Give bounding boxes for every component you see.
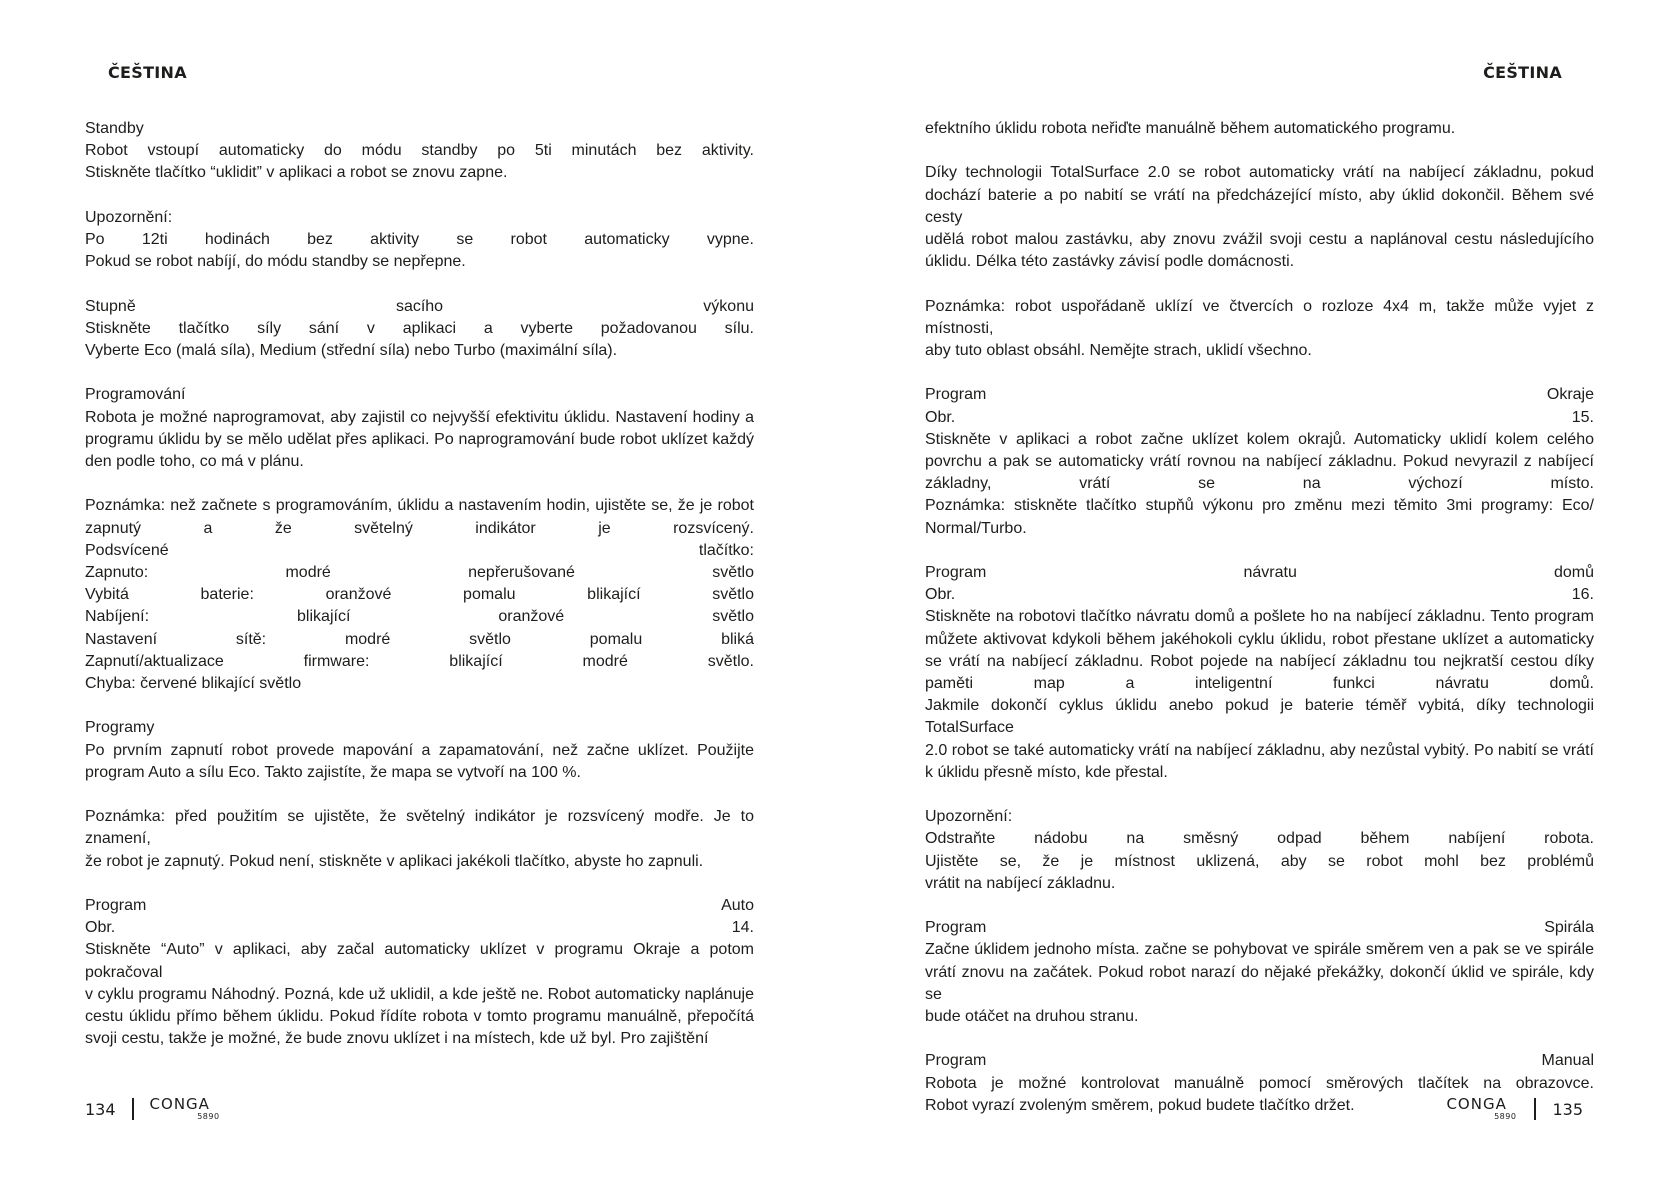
text-line: Stiskněte v aplikaci a robot začne uklízet kolem okrajů. Automaticky uklidí kolem celého (925, 430, 1594, 448)
conga-logo (1446, 1095, 1518, 1123)
logo-model: 5890 (197, 1112, 220, 1121)
logo-model: 5890 (1494, 1112, 1517, 1121)
page-number: 135 (1552, 1099, 1583, 1119)
text-line: Poznámka: robot uspořádaně uklízí ve čtvercích o rozloze 4x4 m, takže může vyjet z místnosti, (925, 297, 1594, 337)
text-line: že robot je zapnutý. Pokud není, stiskněte v aplikaci jakékoli tlačítko, abyste ho zapnuli. (85, 852, 704, 870)
text-line: Vyberte Eco (malá síla), Medium (střední síla) nebo Turbo (maximální síla). (85, 342, 618, 359)
paragraph (925, 806, 1594, 895)
right-footer (1446, 1094, 1583, 1124)
text-line: zapnutý a že světelný indikátor je rozsvícený. (85, 519, 754, 537)
paragraph (85, 384, 754, 473)
text-line: udělá robot malou zastávku, aby znovu zvážil svoji cestu a naplánoval cestu následujícího (925, 231, 1594, 248)
text-line: Stiskněte na robotovi tlačítko návratu domů a pošlete ho na nabíjecí základnu. Tento program (925, 608, 1594, 626)
text-line: Začne úklidem jednoho místa. začne se pohybovat ve spirále směrem ven a pak se ve spirále (925, 941, 1594, 959)
paragraph (925, 384, 1594, 539)
paragraph (85, 207, 754, 274)
text-line: Pokud se robot nabíjí, do módu standby se nepřepne. (85, 253, 466, 271)
text-line: Podsvícené tlačítko: (85, 541, 754, 559)
left-text-column (85, 118, 754, 1073)
text-line: Standby (85, 120, 144, 137)
text-line: program Auto a sílu Eco. Takto zajistíte, že mapa se vytvoří na 100 %. (85, 763, 581, 781)
text-line: Robota je možné kontrolovat manuálně pomocí směrových tlačítek na obrazovce. (925, 1074, 1594, 1092)
text-line: Robot vyrazí zvoleným směrem, pokud budete tlačítko držet. (925, 1096, 1355, 1114)
text-line: Stiskněte tlačítko “uklidit” v aplikaci a robot se znovu zapne. (85, 164, 508, 182)
paragraph (925, 562, 1594, 784)
language-header: ČEŠTINA (1483, 63, 1562, 82)
paragraph (85, 118, 754, 185)
right-page (833, 0, 1667, 1191)
paragraph (85, 895, 754, 1050)
text-line: Zapnutí/aktualizace firmware: blikající modré světlo. (85, 652, 754, 670)
text-line: vrátit na nabíjecí základnu. (925, 874, 1116, 892)
paragraph (925, 162, 1594, 273)
left-footer (85, 1094, 222, 1124)
text-line: programu úklidu by se mělo udělat přes aplikaci. Po naprogramování bude robot uklízet každý (85, 430, 754, 448)
text-line: Chyba: červené blikající světlo (85, 675, 302, 693)
logo-brand: CONGA (1446, 1095, 1507, 1113)
text-line: Obr. 14. (85, 919, 754, 937)
text-line: Stupně sacího výkonu (85, 297, 754, 315)
text-line: paměti map a inteligentní funkci návratu domů. (925, 675, 1594, 693)
text-line: základny, vrátí se na výchozí místo. (925, 475, 1594, 493)
text-line: Robot vstoupí automaticky do módu standby po 5ti minutách bez aktivity. (85, 142, 754, 160)
text-line: Zapnuto: modré nepřerušované světlo (85, 564, 754, 581)
text-line: den podle toho, co má v plánu. (85, 453, 304, 470)
paragraph (85, 296, 754, 363)
language-header: ČEŠTINA (108, 63, 187, 82)
text-line: Upozornění: (925, 808, 1013, 826)
text-line: Po 12ti hodinách bez aktivity se robot automaticky vypne. (85, 231, 754, 248)
paragraph (85, 717, 754, 784)
text-line: Upozornění: (85, 208, 173, 226)
text-line: Poznámka: před použitím se ujistěte, že světelný indikátor je rozsvícený modře. Je to znamení, (85, 808, 754, 848)
text-line: svoji cestu, takže je možné, že bude znovu uklízet i na místech, kde už byl. Pro zajištění (85, 1030, 709, 1048)
text-line: bude otáčet na druhou stranu. (925, 1008, 1139, 1026)
text-line: Robota je možné naprogramovat, aby zajistil co nejvyšší efektivitu úklidu. Nastavení hodiny a (85, 408, 754, 426)
text-line: se vrátí na nabíjecí základnu. Robot pojede na nabíjecí základnu tou nejkratší cestou díky (925, 652, 1594, 670)
text-line: Obr. 15. (925, 408, 1594, 426)
text-line: Stiskněte tlačítko síly sání v aplikaci a vyberte požadovanou sílu. (85, 319, 754, 337)
text-line: Jakmile dokončí cyklus úklidu anebo pokud je baterie téměř vybitá, díky technologii TotalSurface (925, 697, 1594, 737)
text-line: Po prvním zapnutí robot provede mapování a zapamatování, než začne uklízet. Použijte (85, 741, 754, 759)
text-line: Díky technologii TotalSurface 2.0 se robot automaticky vrátí na nabíjecí základnu, pokud (925, 164, 1594, 182)
text-line: Program návratu domů (925, 564, 1594, 581)
text-line: Stiskněte “Auto” v aplikaci, aby začal automaticky uklízet v programu Okraje a potom pokračoval (85, 941, 754, 981)
conga-logo (150, 1095, 222, 1123)
text-line: úklidu. Délka této zastávky závisí podle domácnosti. (925, 253, 1295, 271)
text-line: Program Okraje (925, 386, 1594, 404)
text-line: k úklidu přesně místo, kde přestal. (925, 763, 1168, 781)
text-line: Odstraňte nádobu na směsný odpad během nabíjení robota. (925, 830, 1594, 848)
text-line: Programy (85, 719, 155, 737)
paragraph (925, 296, 1594, 363)
text-line: Vybitá baterie: oranžové pomalu blikající světlo (85, 586, 754, 604)
right-text-column (925, 118, 1594, 1139)
text-line: Ujistěte se, že je místnost uklizená, aby se robot mohl bez problémů (925, 852, 1594, 870)
logo-brand: CONGA (149, 1095, 210, 1113)
page-number: 134 (85, 1099, 116, 1119)
text-line: Poznámka: stiskněte tlačítko stupňů výkonu pro změnu mezi těmito 3mi programy: Eco/ (925, 497, 1594, 515)
paragraph (925, 917, 1594, 1028)
text-line: můžete aktivovat kdykoli během jakéhokoli cyklu úklidu, robot přestane uklízet a automaticky (925, 630, 1594, 648)
text-line: aby tuto oblast obsáhl. Nemějte strach, uklidí všechno. (925, 342, 1312, 359)
footer-divider (132, 1098, 134, 1120)
text-line: Normal/Turbo. (925, 519, 1027, 537)
text-line: povrchu a pak se automaticky vrátí rovnou na nabíjecí základnu. Pokud nevyrazil z nabíjecí (925, 453, 1594, 470)
text-line: v cyklu programu Náhodný. Pozná, kde už uklidil, a kde ještě ne. Robot automaticky naplánuje (85, 985, 754, 1003)
text-line: Program Spirála (925, 919, 1594, 937)
text-line: Poznámka: než začnete s programováním, úklidu a nastavením hodin, ujistěte se, že je robot (85, 497, 754, 515)
text-line: Nastavení sítě: modré světlo pomalu bliká (85, 630, 754, 648)
text-line: efektního úklidu robota neřiďte manuálně během automatického programu. (925, 120, 1456, 137)
footer-divider (1534, 1098, 1536, 1120)
paragraph (85, 806, 754, 873)
text-line: Obr. 16. (925, 586, 1594, 604)
text-line: cestu úklidu přímo během úklidu. Pokud řídíte robota v tomto programu manuálně, přepočítá (85, 1008, 754, 1026)
paragraph (85, 495, 754, 695)
left-page (0, 0, 833, 1191)
text-line: Programování (85, 386, 186, 404)
text-line: Nabíjení: blikající oranžové světlo (85, 608, 754, 626)
text-line: 2.0 robot se také automaticky vrátí na nabíjecí základnu, aby nezůstal vybitý. Po nabití se vrátí (925, 741, 1594, 759)
text-line: vrátí znovu na začátek. Pokud robot narazí do nějaké překážky, dokončí úklid ve spirále, kdy se (925, 963, 1594, 1003)
text-line: dochází baterie a po nabití se vrátí na předcházející místo, aby úklid dokončil. Během své cesty (925, 186, 1594, 226)
text-line: Program Auto (85, 897, 754, 914)
text-line: Program Manual (925, 1052, 1594, 1070)
paragraph (925, 118, 1594, 140)
